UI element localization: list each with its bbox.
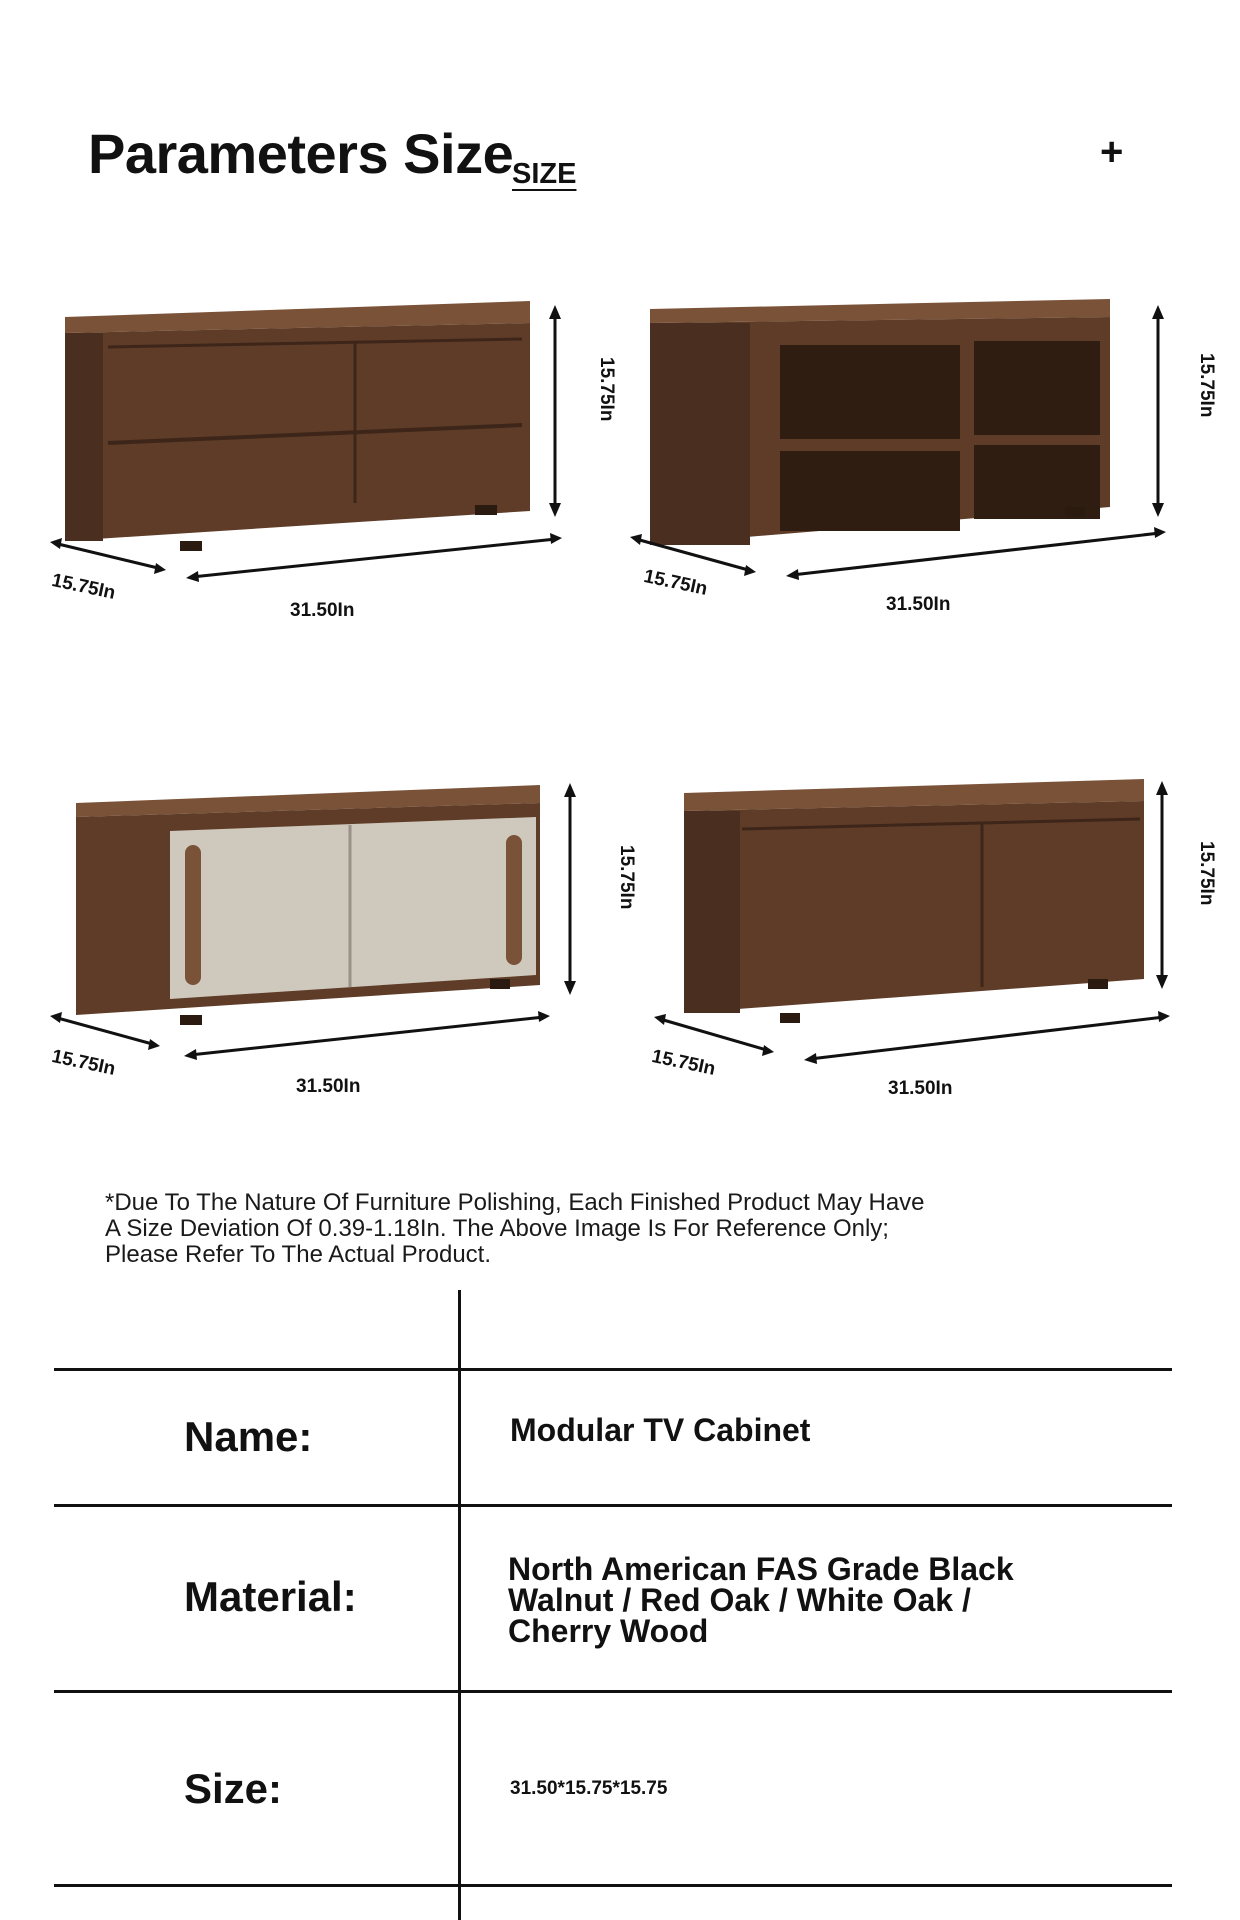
cabinet-glass-illustration — [50, 765, 650, 1205]
page-title: Parameters Size — [88, 122, 514, 185]
depth-dimension-label: 15.75In — [49, 570, 118, 604]
table-column-divider — [458, 1290, 461, 1920]
cabinet-figure-open-shelves — [630, 285, 1230, 725]
cabinet-doors-illustration — [630, 765, 1230, 1205]
spec-label-material: Material: — [184, 1573, 357, 1620]
spec-value-material: North American FAS Grade Black Walnut / Red Oak / White Oak / Cherry Wood — [508, 1551, 1014, 1649]
plus-icon[interactable]: + — [1100, 130, 1124, 174]
cabinet-shelves-illustration — [630, 285, 1230, 725]
spec-label-size: Size: — [184, 1765, 283, 1812]
cabinet-figure-glass-doors — [50, 765, 650, 1205]
cabinet-drawers-illustration — [50, 285, 650, 725]
depth-dimension-label: 15.75In — [49, 1046, 118, 1080]
cabinet-figure-drawers — [50, 285, 650, 725]
height-dimension-label: 15.75In — [1196, 841, 1217, 906]
height-dimension-label: 15.75In — [596, 357, 617, 422]
depth-dimension-label: 15.75In — [641, 566, 710, 600]
depth-dimension-label: 15.75In — [649, 1046, 718, 1080]
width-dimension-label: 31.50In — [290, 600, 355, 621]
spec-value-name: Modular TV Cabinet — [510, 1412, 811, 1448]
size-deviation-disclaimer: *Due To The Nature Of Furniture Polishing, Each Finished Product May Have A Size Deviation Of 0.39-1.18In. The Above Image Is For Reference Only; Please Refer To The Actual Product. — [105, 1189, 925, 1268]
height-dimension-label: 15.75In — [1196, 353, 1217, 418]
table-row-divider — [54, 1368, 1172, 1371]
width-dimension-label: 31.50In — [888, 1078, 953, 1099]
cabinet-figure-wood-doors — [630, 765, 1230, 1205]
size-tag: SIZE — [512, 158, 577, 190]
width-dimension-label: 31.50In — [886, 594, 951, 615]
width-dimension-label: 31.50In — [296, 1076, 361, 1097]
table-row-divider — [54, 1884, 1172, 1887]
spec-label-name: Name: — [184, 1413, 313, 1460]
spec-table — [54, 1290, 1172, 1920]
height-dimension-label: 15.75In — [616, 845, 637, 910]
table-row-divider — [54, 1504, 1172, 1507]
table-row-divider — [54, 1690, 1172, 1693]
spec-value-size: 31.50*15.75*15.75 — [510, 1778, 668, 1799]
